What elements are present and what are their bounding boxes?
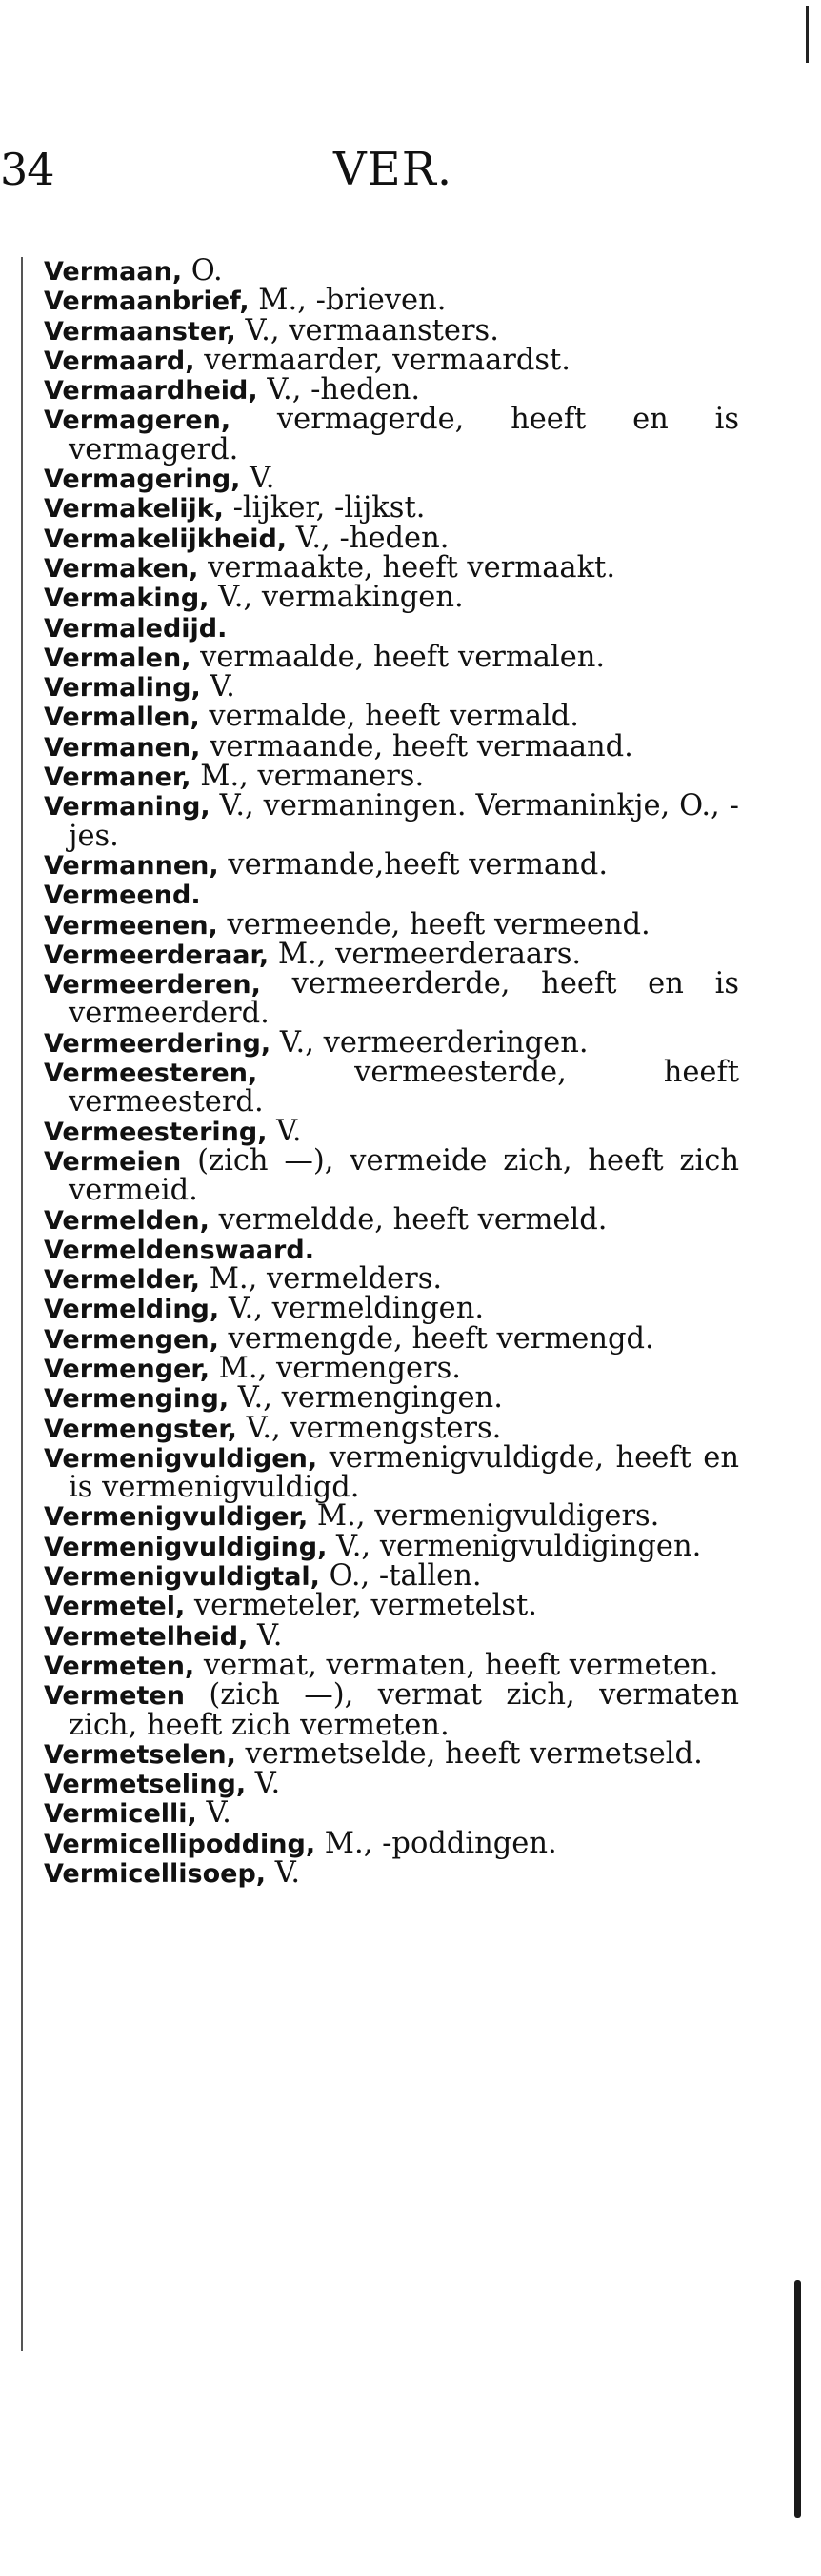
entry-definition: V., vermengingen.: [229, 1381, 503, 1416]
entry-definition: vermetselde, heeft vermetseld.: [235, 1736, 703, 1771]
entry-headword: Vermetselen,: [44, 1739, 236, 1770]
dictionary-entry: [44, 1411, 739, 1445]
entry-headword: Vermaken,: [44, 553, 199, 584]
dictionary-entry: [44, 491, 739, 525]
dictionary-entry: [44, 1292, 739, 1326]
entry-headword: Vermelding,: [44, 1295, 220, 1325]
entry-headword: Vermenigvuldigen,: [44, 1443, 318, 1474]
entry-definition: V.: [200, 670, 235, 704]
entry-definition: V.: [196, 1796, 231, 1831]
entry-definition: vermeteler, vermetelst.: [185, 1589, 537, 1623]
entry-headword: Vermeend.: [44, 881, 201, 911]
entry-definition: M., vermengers.: [209, 1351, 461, 1385]
entry-headword: Vermenging,: [44, 1384, 230, 1415]
entry-headword: Vermaanster,: [44, 316, 236, 347]
entry-headword: Vermetelheid,: [44, 1621, 249, 1652]
entry-headword: Vermakelijkheid,: [44, 524, 288, 554]
dictionary-entry: [44, 521, 739, 555]
dictionary-entry: [44, 1826, 739, 1860]
entry-definition: O.: [182, 254, 223, 287]
entry-headword: Vermengen,: [44, 1324, 219, 1355]
entry-headword: Vermenger,: [44, 1354, 210, 1384]
dictionary-entry: [44, 1236, 739, 1265]
entry-definition: vermenigvuldigde, heeft en is vermenigvuldigd.: [69, 1440, 739, 1505]
entry-headword: Vermetel,: [44, 1592, 186, 1622]
entry-definition: V., -heden.: [287, 521, 450, 555]
dictionary-entry: [44, 1618, 739, 1653]
entry-definition: vermeesterde, heeft vermeesterd.: [69, 1056, 739, 1120]
entry-definition: vermeerderde, heeft en is vermeerderd.: [69, 967, 739, 1031]
dictionary-entry: [44, 550, 739, 585]
entry-definition: V., vermenigvuldigingen.: [327, 1529, 702, 1563]
dictionary-entry: [44, 1262, 739, 1297]
entry-definition: vermat, vermaten, heeft vermeten.: [194, 1648, 719, 1682]
scan-edge-mark-top: [806, 6, 809, 63]
entry-headword: Vermaling,: [44, 673, 201, 703]
entry-headword: Vermaking,: [44, 584, 210, 614]
column-rule: [21, 257, 23, 2351]
entry-headword: Vermaledijd.: [44, 613, 228, 644]
dictionary-entry: [44, 1767, 739, 1801]
entry-headword: Vermalen,: [44, 643, 191, 673]
entry-headword: Vermannen,: [44, 850, 219, 881]
entry-headword: Vermeldenswaard.: [44, 1235, 314, 1265]
entry-headword: Vermallen,: [44, 703, 200, 733]
entry-headword: Vermengster,: [44, 1414, 237, 1444]
entry-headword: Vermenigvuldiging,: [44, 1532, 328, 1562]
entry-definition: V.: [246, 1767, 281, 1801]
entry-definition: M., vermeerderaars.: [269, 937, 582, 971]
dictionary-entry: [44, 1114, 739, 1148]
page-number: 34: [0, 144, 54, 195]
entry-headword: Vermagering,: [44, 465, 241, 495]
dictionary-entry: [44, 881, 739, 910]
entry-headword: Vermaner,: [44, 763, 191, 793]
entry-definition: M., vermaners.: [190, 760, 425, 794]
entry-headword: Vermeerdering,: [44, 1028, 271, 1059]
dictionary-entry: [44, 1648, 739, 1682]
entry-headword: Vermelder,: [44, 1265, 200, 1296]
dictionary-entry: [44, 1202, 739, 1237]
entry-definition: V., vermaansters.: [235, 313, 499, 347]
entry-headword: Vermaning,: [44, 792, 210, 822]
dictionary-entry: [44, 700, 739, 734]
dictionary-entry: [44, 1056, 739, 1120]
entry-headword: Vermeerderen,: [44, 970, 261, 1001]
entry-headword: Vermelden,: [44, 1205, 210, 1236]
entry-headword: Vermaan,: [44, 257, 183, 287]
entry-definition: vermengde, heeft vermengd.: [218, 1321, 654, 1356]
entry-definition: V., vermengsters.: [236, 1411, 502, 1445]
dictionary-entry: [44, 403, 739, 466]
dictionary-entries: [44, 254, 739, 1891]
entry-headword: Vermicellisoep,: [44, 1859, 267, 1890]
entry-definition: V.: [248, 1618, 283, 1653]
dictionary-entry: [44, 1025, 739, 1060]
dictionary-entry: [44, 313, 739, 347]
entry-headword: Vermeesteren,: [44, 1059, 258, 1089]
entry-definition: M., vermenigvuldigers.: [308, 1499, 660, 1534]
entry-headword: Vermicellipodding,: [44, 1829, 316, 1859]
entry-definition: V., -heden.: [257, 373, 421, 407]
entry-definition: -lijker, -lijkst.: [223, 491, 426, 525]
entry-headword: Vermenigvuldigtal,: [44, 1562, 320, 1593]
entry-definition: vermeende, heeft vermeend.: [217, 907, 651, 941]
entry-definition: vermande,heeft vermand.: [218, 847, 609, 882]
dictionary-entry: [44, 1440, 739, 1505]
entry-headword: Vermaard,: [44, 346, 195, 376]
entry-definition: M., -brieven.: [249, 284, 447, 318]
dictionary-entry: [44, 1351, 739, 1385]
dictionary-entry: [44, 847, 739, 882]
dictionary-entry: [44, 1559, 739, 1594]
dictionary-entry: [44, 907, 739, 941]
entry-definition: O., -tallen.: [319, 1559, 482, 1594]
entry-definition: (zich —), vermat zich, vermaten zich, heeft zich vermeten.: [69, 1678, 739, 1742]
entry-definition: V.: [267, 1114, 302, 1148]
dictionary-entry: [44, 1143, 739, 1208]
entry-definition: (zich —), vermeide zich, heeft zich vermeid.: [69, 1143, 739, 1208]
entry-definition: vermaarder, vermaardst.: [194, 343, 571, 377]
dictionary-entry: [44, 1796, 739, 1831]
dictionary-entry: [44, 581, 739, 615]
dictionary-entry: [44, 1736, 739, 1771]
dictionary-entry: [44, 462, 739, 496]
entry-definition: vermaakte, heeft vermaakt.: [198, 550, 616, 585]
dictionary-entry: [44, 254, 739, 287]
dictionary-entry: [44, 670, 739, 704]
dictionary-entry: [44, 1856, 739, 1891]
dictionary-entry: [44, 373, 739, 407]
entry-headword: Vermeten,: [44, 1651, 195, 1681]
entry-headword: Vermanen,: [44, 732, 201, 763]
dictionary-entry: [44, 1678, 739, 1742]
dictionary-entry: [44, 789, 739, 853]
entry-definition: vermaalde, heeft vermalen.: [190, 640, 606, 674]
dictionary-entry: [44, 937, 739, 971]
entry-definition: V., vermeerderingen.: [270, 1025, 589, 1060]
entry-headword: Vermaardheid,: [44, 376, 258, 406]
entry-headword: Vermeerderaar,: [44, 940, 270, 970]
dictionary-entry: [44, 760, 739, 794]
entry-headword: Vermetseling,: [44, 1770, 247, 1800]
dictionary-entry: [44, 1499, 739, 1534]
entry-headword: Vermenigvuldiger,: [44, 1502, 309, 1533]
entry-headword: Vermaanbrief,: [44, 287, 250, 317]
entry-headword: Vermeestering,: [44, 1117, 268, 1147]
dictionary-entry: [44, 729, 739, 763]
entry-headword: Vermageren,: [44, 406, 231, 436]
entry-definition: vermalde, heeft vermald.: [199, 700, 580, 734]
dictionary-entry: [44, 1381, 739, 1416]
scan-edge-mark-bottom: [794, 2280, 801, 2518]
running-head: VER.: [333, 143, 453, 196]
entry-definition: V., vermeldingen.: [219, 1292, 485, 1326]
dictionary-entry: [44, 1321, 739, 1356]
entry-definition: vermaande, heeft vermaand.: [200, 729, 633, 763]
dictionary-entry: [44, 640, 739, 674]
entry-definition: M., vermelders.: [200, 1262, 443, 1297]
entry-headword: Vermeten: [44, 1681, 185, 1712]
dictionary-entry: [44, 1529, 739, 1563]
entry-definition: vermeldde, heeft vermeld.: [209, 1202, 608, 1237]
entry-headword: Vermakelijk,: [44, 494, 224, 525]
entry-headword: Vermeenen,: [44, 910, 218, 941]
dictionary-entry: [44, 284, 739, 318]
entry-definition: V., vermakingen.: [209, 581, 464, 615]
entry-definition: V.: [240, 462, 275, 496]
dictionary-entry: [44, 1589, 739, 1623]
dictionary-entry: [44, 967, 739, 1031]
entry-definition: V., vermaningen. Vermaninkje, O., -jes.: [69, 789, 739, 853]
entry-headword: Vermeien: [44, 1146, 182, 1177]
dictionary-entry: [44, 343, 739, 377]
dictionary-entry: [44, 614, 739, 644]
entry-definition: vermagerde, heeft en is vermagerd.: [69, 403, 739, 466]
entry-definition: V.: [266, 1856, 301, 1891]
entry-headword: Vermicelli,: [44, 1799, 197, 1830]
entry-definition: M., -poddingen.: [315, 1826, 557, 1860]
